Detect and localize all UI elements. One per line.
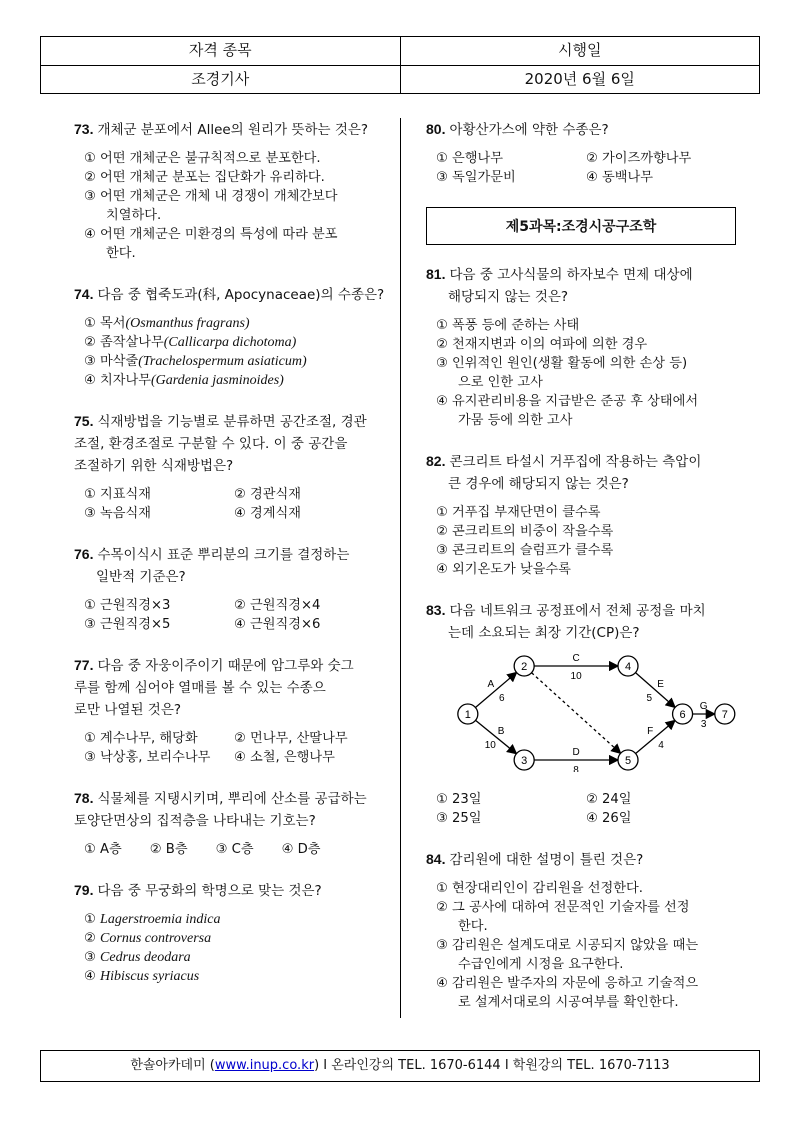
option: ④ 26일 [586, 811, 632, 826]
header-date: 2020년 6월 6일 [400, 66, 760, 94]
footer [40, 1050, 760, 1082]
network-node-label: 6 [679, 709, 686, 721]
edge-activity-label: C [572, 653, 580, 664]
option: ① 현장대리인이 감리원을 선정한다. [436, 881, 643, 896]
option-cont: 가뭄 등에 의한 고사 [458, 413, 573, 428]
option: ③ 콘크리트의 슬럼프가 클수록 [436, 543, 614, 558]
option: ② 어떤 개체군 분포는 집단화가 유리하다. [84, 170, 325, 185]
option: ③ 25일 [436, 811, 482, 826]
option-cont: 수급인에게 시정을 요구한다. [458, 957, 624, 972]
option: ① 은행나무 [436, 151, 503, 166]
option: ② 천재지변과 이의 여파에 의한 경우 [436, 337, 648, 352]
edge-duration-label: 4 [658, 739, 664, 751]
question-75: 75. 식재방법을 기능별로 분류하면 공간조절, 경관 조절, 환경조절로 구분할 수 있다. 이 중 공간을 조절하기 위한 식재방법은? ① 지표식재 ② 경관식재 ③ 녹음식재 ④ 경계식재 [74, 410, 394, 523]
edge-duration-label: 5 [646, 692, 653, 704]
option-cont: 으로 인한 고사 [458, 375, 543, 390]
network-edge [532, 673, 621, 754]
option: ② 가이즈까향나무 [586, 151, 692, 166]
option: ③ 감리원은 설계도대로 시공되지 않았을 때는 [436, 938, 699, 953]
question-77: 77. 다음 중 자웅이주이기 때문에 암그루와 숫그 루를 함께 심어야 열매를 볼 수 있는 수종으 로만 나열된 것은? ① 계수나무, 해당화 ② 먼나무, 산딸나무 ③ 낙상홍, 보리수나무 ④ 소철, 은행나무 [74, 654, 394, 767]
option: ① 거푸집 부재단면이 클수록 [436, 505, 601, 520]
edge-activity-label: G [699, 701, 708, 712]
section-title: 제5과목:조경시공구조학 [426, 207, 736, 245]
network-node-label: 5 [624, 755, 632, 767]
option: ④ 감리원은 발주자의 자문에 응하고 기술적으 [436, 976, 699, 991]
question-76: 76. 수목이식시 표준 뿌리분의 크기를 결정하는 일반적 기준은? ① 근원직경×3 ② 근원직경×4 ③ 근원직경×5 ④ 근원직경×6 [74, 543, 394, 634]
option-cont: 한다. [106, 246, 136, 261]
option: ② 24일 [586, 792, 632, 807]
option: ② Cornus controversa [84, 931, 212, 946]
edge-duration-label: 10 [484, 739, 496, 751]
question-74: 74. 다음 중 협죽도과(科, Apocynaceae)의 수종은? ① 목서(Osmanthus fragrans) ② 좀작살나무(Callicarpa dichotoma) ③ 마삭줄(Trachelospermum asiaticum) ④ 치자나무(Gardenia jasminoides) [74, 283, 394, 390]
option: ④ 외기온도가 낮을수록 [436, 562, 571, 577]
option: ③ 근원직경×5 [84, 617, 171, 632]
footer-contact: ) I 온라인강의 TEL. 1670-6144 I 학원강의 TEL. 1670-7113 [314, 1058, 670, 1073]
question-84: 84. 감리원에 대한 설명이 틀린 것은? ① 현장대리인이 감리원을 선정한다. ② 그 공사에 대하여 전문적인 기술자를 선정 한다. ③ 감리원은 설계도대로 시공되지 않았을 때는 수급인에게 시정을 요구한다. ④ 감리원은 발주자의 자문에 응하고 기술적으 로 설계서대로의 시공여부를 확인한다. [426, 848, 744, 1012]
network-edge [636, 673, 676, 708]
question-80: 80. 아황산가스에 약한 수종은? ① 은행나무 ② 가이즈까향나무 ③ 독일가문비 ④ 동백나무 [426, 118, 744, 187]
option: ① 계수나무, 해당화 [84, 731, 198, 746]
question-79: 79. 다음 중 무궁화의 학명으로 맞는 것은? ① Lagerstroemia indica ② Cornus controversa ③ Cedrus deodara ④ Hibiscus syriacus [74, 879, 394, 986]
network-node-label: 3 [521, 755, 528, 767]
option-cont: 한다. [458, 919, 488, 934]
network-node-label: 2 [521, 661, 528, 673]
option-cont: 로 설계서대로의 시공여부를 확인한다. [458, 995, 679, 1010]
network-diagram [446, 652, 736, 772]
option: ③ Cedrus deodara [84, 950, 191, 965]
option: ① 23일 [436, 792, 482, 807]
option: ① 근원직경×3 [84, 598, 171, 613]
option: ② 콘크리트의 비중이 작을수록 [436, 524, 614, 539]
option: ② 근원직경×4 [234, 598, 321, 613]
footer-academy: 한솔아카데미 ( [130, 1058, 215, 1073]
option: ① 어떤 개체군은 불규칙적으로 분포한다. [84, 151, 321, 166]
question-78: 78. 식물체를 지탱시키며, 뿌리에 산소를 공급하는 토양단면상의 집적층을 나타내는 기호는? ① A층 ② B층 ③ C층 ④ D층 [74, 790, 367, 857]
option: ③ 어떤 개체군은 개체 내 경쟁이 개체간보다 [84, 189, 338, 204]
network-node-label: 1 [464, 709, 471, 721]
question-82: 82. 콘크리트 타설시 거푸집에 작용하는 측압이 큰 경우에 해당되지 않는 것은? ① 거푸집 부재단면이 클수록 ② 콘크리트의 비중이 작을수록 ③ 콘크리트의 슬럼프가 클수록 ④ 외기온도가 낮을수록 [426, 450, 744, 579]
option: ④ Hibiscus syriacus [84, 969, 200, 984]
edge-duration-label: 3 [700, 719, 707, 730]
edge-duration-label: 8 [573, 765, 579, 772]
option: ③ 녹음식재 [84, 506, 151, 521]
option: ③ 낙상홍, 보리수나무 [84, 750, 211, 765]
column-divider [400, 118, 401, 1018]
option: ① Lagerstroemia indica [84, 912, 221, 927]
option: ④ D층 [281, 842, 321, 857]
option: ① 목서(Osmanthus fragrans) [84, 316, 250, 331]
edge-activity-label: F [647, 725, 654, 737]
option: ② 그 공사에 대하여 전문적인 기술자를 선정 [436, 900, 690, 915]
option: ④ 어떤 개체군은 미환경의 특성에 따라 분포 [84, 227, 338, 242]
edge-activity-label: A [487, 678, 495, 690]
option: ③ 인위적인 원인(생활 활동에 의한 손상 등) [436, 356, 688, 371]
right-column [426, 118, 744, 1032]
header-label-subject: 자격 종목 [188, 41, 252, 59]
network-edge [636, 720, 675, 753]
option: ② 좀작살나무(Callicarpa dichotoma) [84, 335, 297, 350]
option: ④ 소철, 은행나무 [234, 750, 335, 765]
edge-activity-label: E [657, 678, 664, 690]
option: ③ 독일가문비 [436, 170, 516, 185]
option: ③ C층 [215, 842, 254, 857]
edge-activity-label: D [572, 747, 580, 758]
edge-duration-label: 10 [570, 671, 582, 682]
question-81: 81. 다음 중 고사식물의 하자보수 면제 대상에 해당되지 않는 것은? ① 폭풍 등에 준하는 사태 ② 천재지변과 이의 여파에 의한 경우 ③ 인위적인 원인(생활 활동에 의한 손상 등) 으로 인한 고사 ④ 유지관리비용을 지급받은 준공 후 상태에서 가뭄 등에 의한 고사 [426, 263, 744, 430]
network-node-label: 4 [624, 661, 632, 673]
footer-link[interactable]: www.inup.co.kr [214, 1058, 315, 1073]
edge-activity-label: B [497, 725, 505, 737]
header-subject: 조경기사 [191, 70, 250, 88]
option: ① 지표식재 [84, 487, 151, 502]
option: ① A층 [84, 842, 122, 857]
edge-duration-label: 6 [499, 692, 505, 704]
option: ④ 유지관리비용을 지급받은 준공 후 상태에서 [436, 394, 699, 409]
option: ④ 근원직경×6 [234, 617, 321, 632]
left-column [74, 118, 394, 1006]
header-label-date: 시행일 [400, 37, 760, 65]
question-73: 73. 개체군 분포에서 Allee의 원리가 뜻하는 것은? ① 어떤 개체군은 불규칙적으로 분포한다. ② 어떤 개체군 분포는 집단화가 유리하다. ③ 어떤 개체군은 개체 내 경쟁이 개체간보다 치열하다. ④ 어떤 개체군은 미환경의 특성에 따라 분포 한다. [74, 118, 394, 263]
question-83: 83. 다음 네트워크 공정표에서 전체 공정을 마치 는데 소요되는 최장 기간(CP)은? A 6 B 10 C 10 D 8 E 5 F 4 G 3 1 2 3 4 5 6 7 ① 23일 ② 24일 ③ 25일 ④ 26일 [426, 599, 744, 828]
network-edge [476, 720, 517, 753]
option: ④ 치자나무(Gardenia jasminoides) [84, 373, 284, 388]
option-cont: 치열하다. [106, 208, 162, 223]
option: ④ 동백나무 [586, 170, 653, 185]
network-edge [475, 672, 516, 707]
option: ④ 경계식재 [234, 506, 301, 521]
option: ② 경관식재 [234, 487, 301, 502]
option: ③ 마삭줄(Trachelospermum asiaticum) [84, 354, 307, 369]
option: ① 폭풍 등에 준하는 사태 [436, 318, 580, 333]
option: ② 먼나무, 산딸나무 [234, 731, 348, 746]
option: ② B층 [149, 842, 188, 857]
exam-header [40, 36, 760, 94]
network-node-label: 7 [721, 709, 728, 721]
